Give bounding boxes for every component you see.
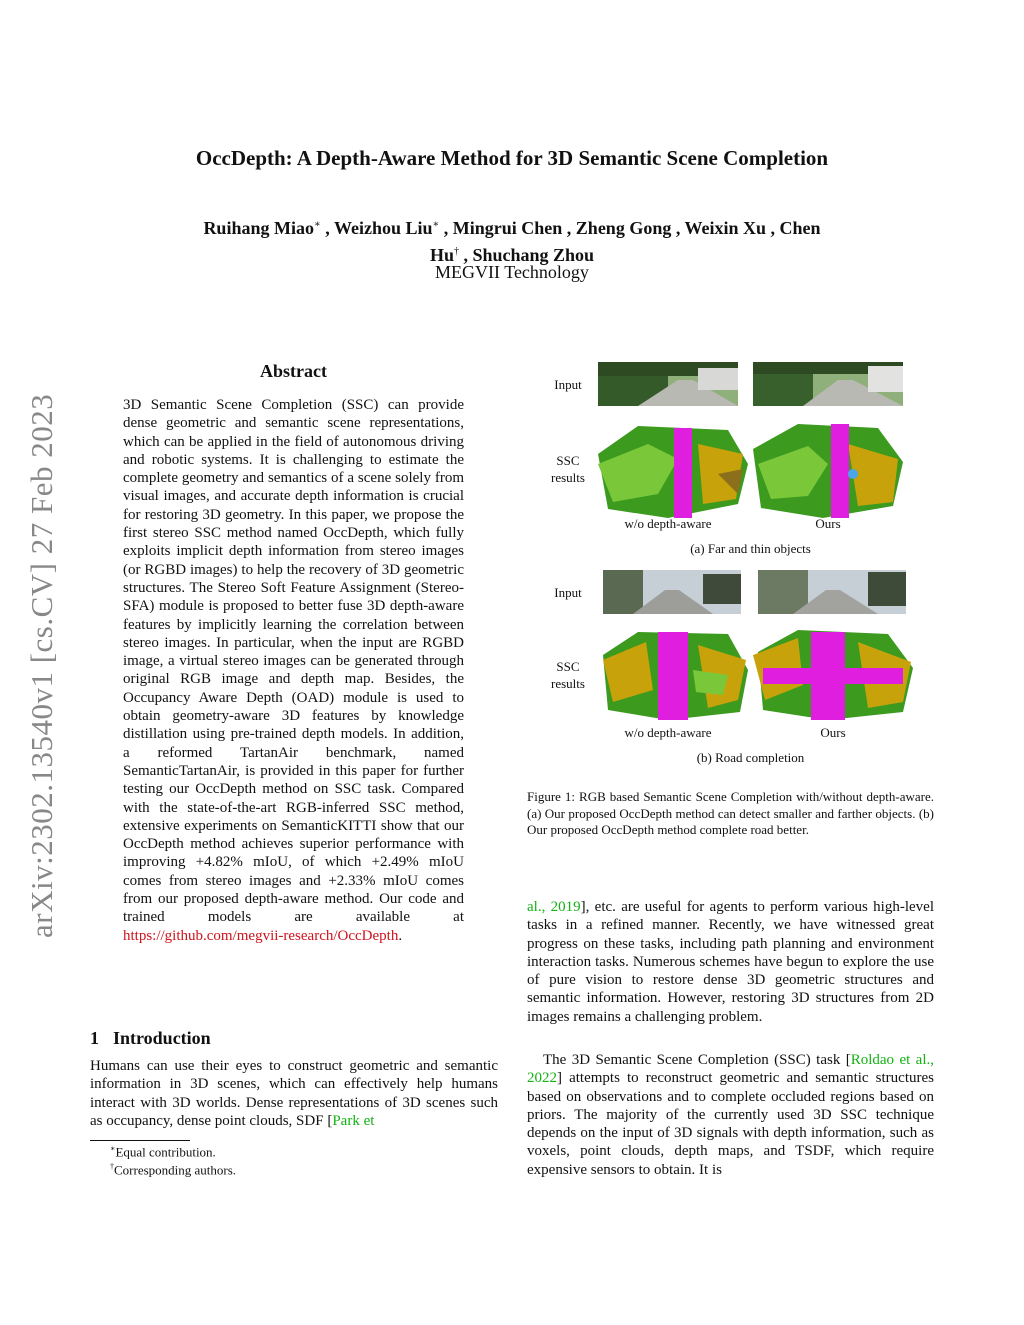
ssc-label: SSC — [556, 659, 580, 674]
footnote-text: Equal contribution. — [115, 1144, 216, 1160]
author-name: Ruihang Miao — [203, 218, 314, 238]
subfigure-a-label: (a) Far and thin objects — [690, 541, 811, 556]
right-paragraph-1 — [527, 898, 934, 1026]
caption-right-b: Ours — [820, 725, 846, 740]
citation-link[interactable]: al., 2019 — [527, 899, 581, 915]
author-name: Mingrui Chen — [452, 218, 563, 238]
input-label: Input — [554, 377, 582, 392]
footnote-corresponding — [110, 1162, 236, 1178]
author-name: Shuchang Zhou — [472, 245, 595, 265]
section-heading — [90, 1028, 225, 1049]
equal-mark: ∗ — [313, 219, 321, 230]
author-name: Weizhou Liu — [333, 218, 433, 238]
ssc-result-a-right — [753, 424, 903, 519]
footnote-rule — [90, 1140, 190, 1141]
citation-link[interactable]: Park et — [332, 1112, 375, 1129]
github-link[interactable]: https://github.com/megvii-research/OccDepth — [123, 927, 399, 944]
section-number: 1 — [90, 1028, 99, 1048]
footnote-equal — [110, 1144, 216, 1160]
section-title: Introduction — [113, 1028, 211, 1048]
results-label: results — [551, 470, 585, 485]
paragraph-text: ] attempts to reconstruct geometric and semantic structures based on observations and to complete occluded regions based on priors. The majority of the currently used 3D SSC technique depends on the input of 3D signals with depth information, such as voxels, point clouds, depth maps, and TSDF, which require expensive sensors to obtain. It is — [527, 1070, 934, 1178]
intro-paragraph — [90, 1057, 498, 1130]
abstract-body — [123, 396, 464, 945]
caption-right-a: Ours — [815, 516, 841, 531]
author-name: Weixin Xu — [684, 218, 767, 238]
citation-link[interactable]: Roldao et al., 2022 — [527, 1052, 934, 1087]
footnote-text: Corresponding authors. — [114, 1162, 237, 1178]
caption-left-b: w/o depth-aware — [624, 725, 712, 740]
figure-caption: Figure 1: RGB based Semantic Scene Completion with/without depth-aware. (a) Our proposed OccDepth method can detect smaller and farther objects. (b) Our proposed OccDepth method complete road better. — [527, 789, 934, 837]
corresponding-mark: † — [453, 246, 459, 257]
equal-mark: ∗ — [110, 1144, 116, 1153]
subfigure-b-label: (b) Road completion — [696, 750, 805, 765]
ssc-result-a-left — [598, 424, 748, 519]
ssc-results-label — [538, 452, 598, 486]
results-label: results — [551, 676, 585, 691]
paragraph-text: ], etc. are useful for agents to perform various high-level tasks in a refined manner. Recently, we have witnessed great progress on these tasks, including path planning and environment interaction tasks. Numerous schemes have begun to explore the use of pure vision to restore dense 3D geometric structures and semantic information. However, restoring 3D structures from 2D images remains a challenging problem. — [527, 899, 934, 1025]
input-image-b-right — [758, 570, 906, 614]
equal-mark: ∗ — [432, 219, 440, 230]
input-image-a-left — [598, 362, 738, 406]
ssc-label: SSC — [556, 453, 580, 468]
ssc-result-b-left — [598, 630, 748, 722]
abstract-heading: Abstract — [260, 361, 327, 381]
corresponding-mark: † — [110, 1162, 114, 1171]
author-name: Zheng Gong — [575, 218, 672, 238]
ssc-result-b-right — [753, 630, 913, 722]
input-image-b-left — [603, 570, 741, 614]
figure-1 — [528, 362, 934, 772]
abstract-text: 3D Semantic Scene Completion (SSC) can provide dense geometric and semantic scene representations, which can be applied in the field of autonomous driving and robotic systems. It is challenging to estimate the complete geometry and semantics of a scene solely from visual images, and accurate depth information is crucial for restoring 3D geometry. In this paper, we propose the first stereo SSC method named OccDepth, which fully exploits implicit depth information from stereo images (or RGBD images) to help the recovery of 3D geometric structures. The Stereo Soft Feature Assignment (Stereo-SFA) module is proposed to better fuse 3D depth-aware features by implicitly learning the correlation between stereo images. In particular, when the input are RGBD image, a virtual stereo images can be generated through original RGB image and depth map. Besides, the Occupancy Aware Depth (OAD) module is used to obtain geometry-aware 3D features by knowledge distillation using pre-trained depth models. In addition, a reformed TartanAir benchmark, named SemanticTartanAir, is provided in this paper for further testing our OccDepth method on SSC task. Compared with the state-of-the-art RGB-inferred SSC method, extensive experiments on SemanticKITTI show that our OccDepth method achieves superior performance with improving +4.82% mIoU, of which +2.49% mIoU comes from stereo images and +2.33% mIoU comes from our proposed depth-aware method. Our code and trained models are available at — [123, 397, 464, 926]
right-paragraph-2 — [527, 1051, 934, 1179]
ssc-results-label — [538, 658, 598, 692]
paper-title: OccDepth: A Depth-Aware Method for 3D Semantic Scene Completion — [195, 146, 829, 170]
affiliation: MEGVII Technology — [435, 262, 589, 282]
input-image-a-right — [753, 362, 903, 406]
input-label: Input — [554, 585, 582, 600]
arxiv-identifier: arXiv:2302.13540v1 [cs.CV] 27 Feb 2023 — [24, 393, 59, 938]
abstract-end: . — [398, 927, 403, 944]
author-list: Ruihang Miao∗ , Weizhou Liu∗ , Mingrui Chen , Zheng Gong , Weixin Xu , Chen Hu† , Shuchang Zhou — [203, 218, 821, 265]
author-name: Hu — [429, 245, 454, 265]
author-name: Chen — [779, 218, 821, 238]
paragraph-text: The 3D Semantic Scene Completion (SSC) task [ — [543, 1052, 851, 1068]
intro-text: Humans can use their eyes to construct geometric and semantic information in 3D scenes, which can effectively help humans interact with 3D worlds. Dense representations of 3D scenes such as occupancy, dense point clouds, SDF [ — [90, 1058, 498, 1129]
caption-left-a: w/o depth-aware — [624, 516, 712, 531]
